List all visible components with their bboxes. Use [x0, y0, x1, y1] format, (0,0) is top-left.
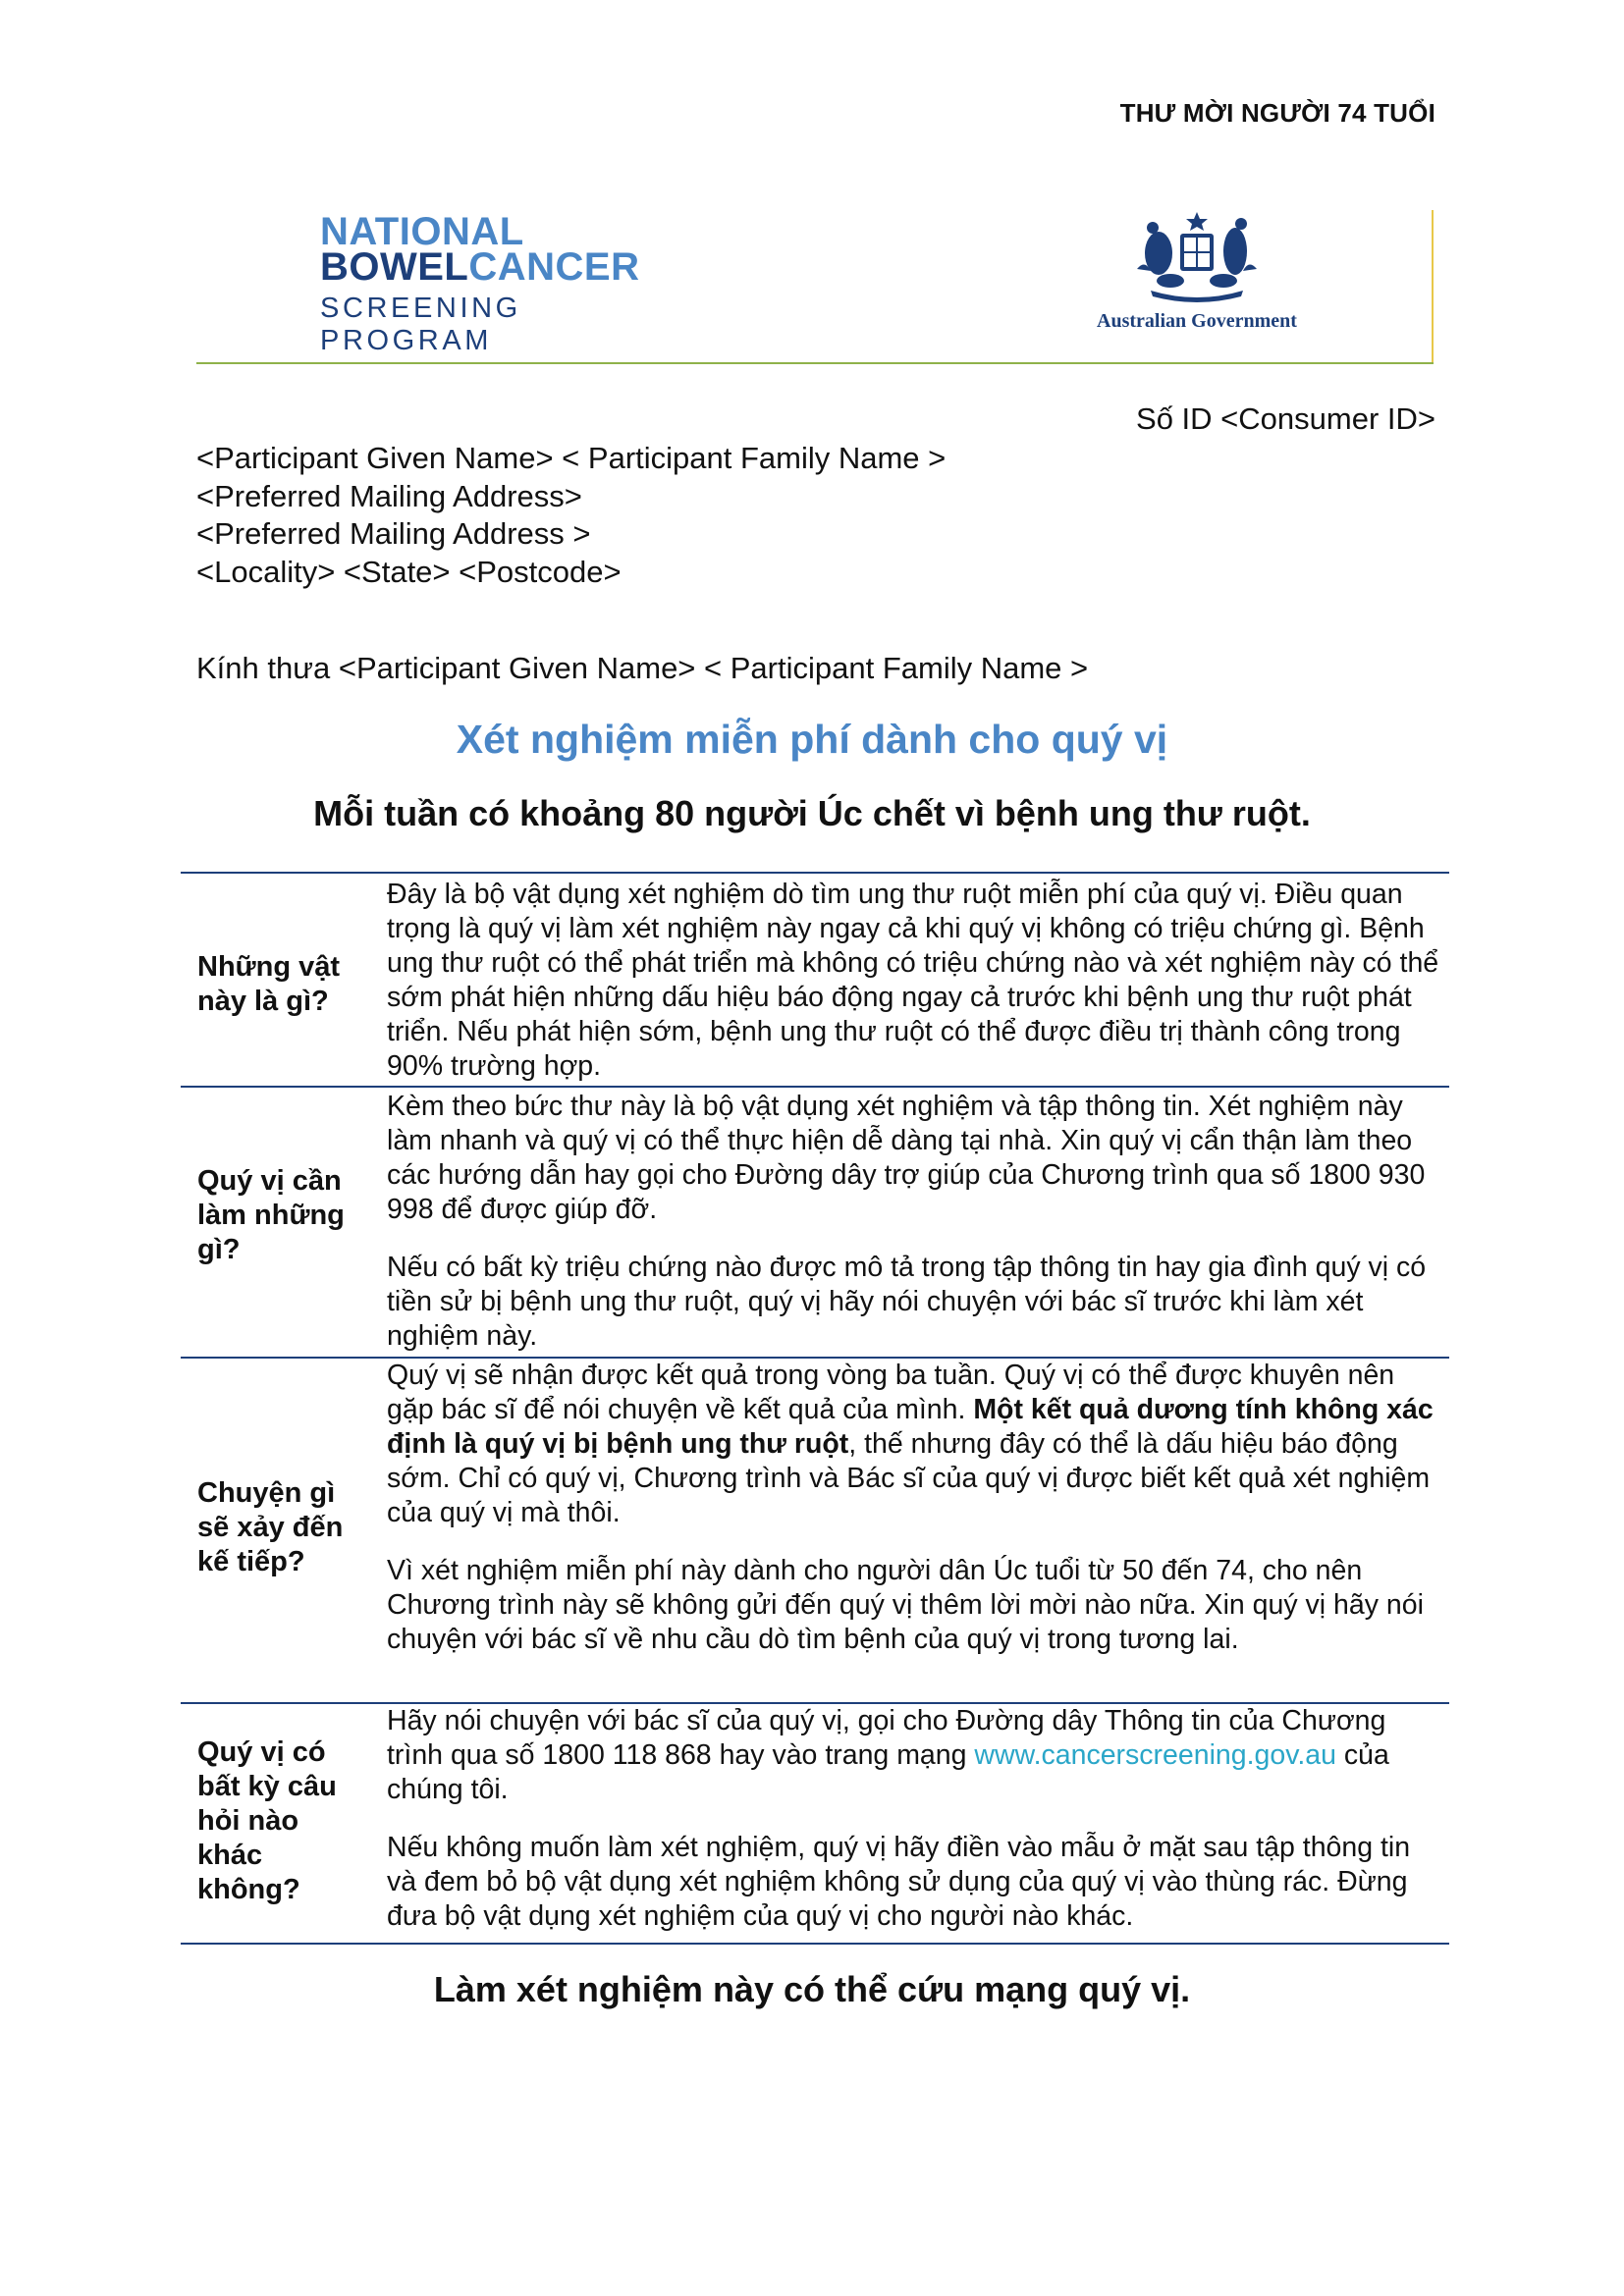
address-line-2: <Preferred Mailing Address>: [196, 478, 582, 513]
qa-question: Chuyện gì sẽ xảy đến kế tiếp?: [197, 1477, 344, 1577]
qa-row: [181, 872, 1449, 1088]
qa-question: Quý vị cần làm những gì?: [197, 1165, 345, 1265]
address-line-4: <Locality> <State> <Postcode>: [196, 554, 622, 589]
qa-answer: [387, 1090, 1443, 1354]
qa-row: [181, 1086, 1449, 1359]
qa-answer-text: Hãy nói chuyện với bác sĩ của quý vị, gọi cho Đường dây Thông tin của Chương trình qua số 1800 118 868 hay vào trang mạng: [387, 1705, 1386, 1771]
qa-answer: [387, 1359, 1443, 1657]
qa-question: Những vật này là gì?: [197, 951, 341, 1017]
qa-answer: [387, 878, 1443, 1084]
table-bottom-rule: [181, 1943, 1449, 1945]
program-logo-bowel: BOWEL: [320, 245, 469, 289]
qa-answer-text: Quý vị sẽ nhận được kết quả trong vòng ba tuần. Quý vị có thể được khuyên nên gặp bác sĩ để nói chuyện về kết quả của mình.: [387, 1360, 1395, 1425]
program-logo-line1: NATIONAL: [320, 210, 524, 253]
header-divider-vertical: [1432, 210, 1434, 362]
qa-answer: [387, 1704, 1443, 1934]
program-logo-line2: [320, 245, 693, 289]
qa-answer-paragraph: Kèm theo bức thư này là bộ vật dụng xét nghiệm và tập thông tin. Xét nghiệm này làm nhanh và quý vị có thể thực hiện dễ dàng tại nhà. Xin quý vị cẩn thận làm theo các hướng dẫn hay gọi cho Đường dây trợ giúp của Chương trình qua số 1800 930 998 để được giúp đỡ.: [387, 1091, 1426, 1225]
government-logo: [1058, 210, 1335, 333]
headline: Xét nghiệm miễn phí dành cho quý vị: [456, 717, 1168, 762]
qa-answer-paragraph: Nếu không muốn làm xét nghiệm, quý vị hãy điền vào mẫu ở mặt sau tập thông tin và đem bỏ bộ vật dụng xét nghiệm không sử dụng của quý vị vào thùng rác. Đừng đưa bộ vật dụng xét nghiệm của quý vị cho người nào khác.: [387, 1832, 1411, 1932]
qa-answer-paragraph: Đây là bộ vật dụng xét nghiệm dò tìm ung thư ruột miễn phí của quý vị. Điều quan trọng là quý vị làm xét nghiệm này ngay cả khi quý vị không có triệu chứng gì. Bệnh ung thư ruột có thể phát triển mà không có triệu chứng nào và xét nghiệm này có thể sớm phát hiện những dấu hiệu báo động ngay cả trước khi bệnh ung thư ruột phát triển. Nếu phát hiện sớm, bệnh ung thư ruột có thể được điều trị thành công trong 90% trường hợp.: [387, 879, 1439, 1082]
program-logo-line3: SCREENING PROGRAM: [320, 293, 521, 356]
qa-answer-emphasis: Một kết quả dương tính không xác định là quý vị bị bệnh ung thư ruột: [387, 1394, 1434, 1460]
address-line-3: <Preferred Mailing Address >: [196, 516, 591, 551]
mailing-address: [196, 440, 946, 591]
consumer-id: Số ID <Consumer ID>: [1136, 401, 1435, 436]
program-logo-cancer: CANCER: [468, 245, 640, 289]
qa-answer-text: , thế nhưng đây có thể là dấu hiệu báo động sớm. Chỉ có quý vị, Chương trình và Bác sĩ của quý vị được biết kết quả xét nghiệm của quý vị mà thôi.: [387, 1428, 1431, 1528]
salutation: Kính thưa <Participant Given Name> < Participant Family Name >: [196, 651, 1089, 685]
address-line-1: <Participant Given Name> < Participant Family Name >: [196, 441, 947, 475]
qa-answer-paragraph: Vì xét nghiệm miễn phí này dành cho người dân Úc tuổi từ 50 đến 74, cho nên Chương trình này sẽ không gửi đến quý vị thêm lời mời nào nữa. Xin quý vị hãy nói chuyện với bác sĩ về nhu cầu dò tìm bệnh của quý vị trong tương lai.: [387, 1555, 1424, 1655]
qa-row: [181, 1357, 1449, 1704]
closing-statement: Làm xét nghiệm này có thể cứu mạng quý vị.: [433, 1969, 1191, 2009]
government-logo-text: Australian Government: [1097, 310, 1297, 332]
qa-answer-paragraph: [387, 1704, 1443, 1807]
header-divider: [196, 362, 1434, 364]
subheadline: Mỗi tuần có khoảng 80 người Úc chết vì bệnh ung thư ruột.: [313, 793, 1311, 833]
qa-answer-paragraph: [387, 1359, 1443, 1530]
website-link[interactable]: www.cancerscreening.gov.au: [974, 1739, 1336, 1771]
qa-answer-paragraph: Nếu có bất kỳ triệu chứng nào được mô tả trong tập thông tin hay gia đình quý vị có tiền sử bị bệnh ung thư ruột, quý vị hãy nói chuyện với bác sĩ trước khi làm xét nghiệm này.: [387, 1252, 1427, 1352]
page-title: THƯ MỜI NGƯỜI 74 TUỔI: [1119, 98, 1435, 128]
qa-question: Quý vị có bất kỳ câu hỏi nào khác không?: [197, 1736, 337, 1905]
qa-answer-text: của chúng tôi.: [387, 1739, 1389, 1805]
coat-of-arms-icon: [1131, 210, 1263, 304]
program-logo: [320, 210, 693, 357]
qa-row: [181, 1702, 1449, 1945]
